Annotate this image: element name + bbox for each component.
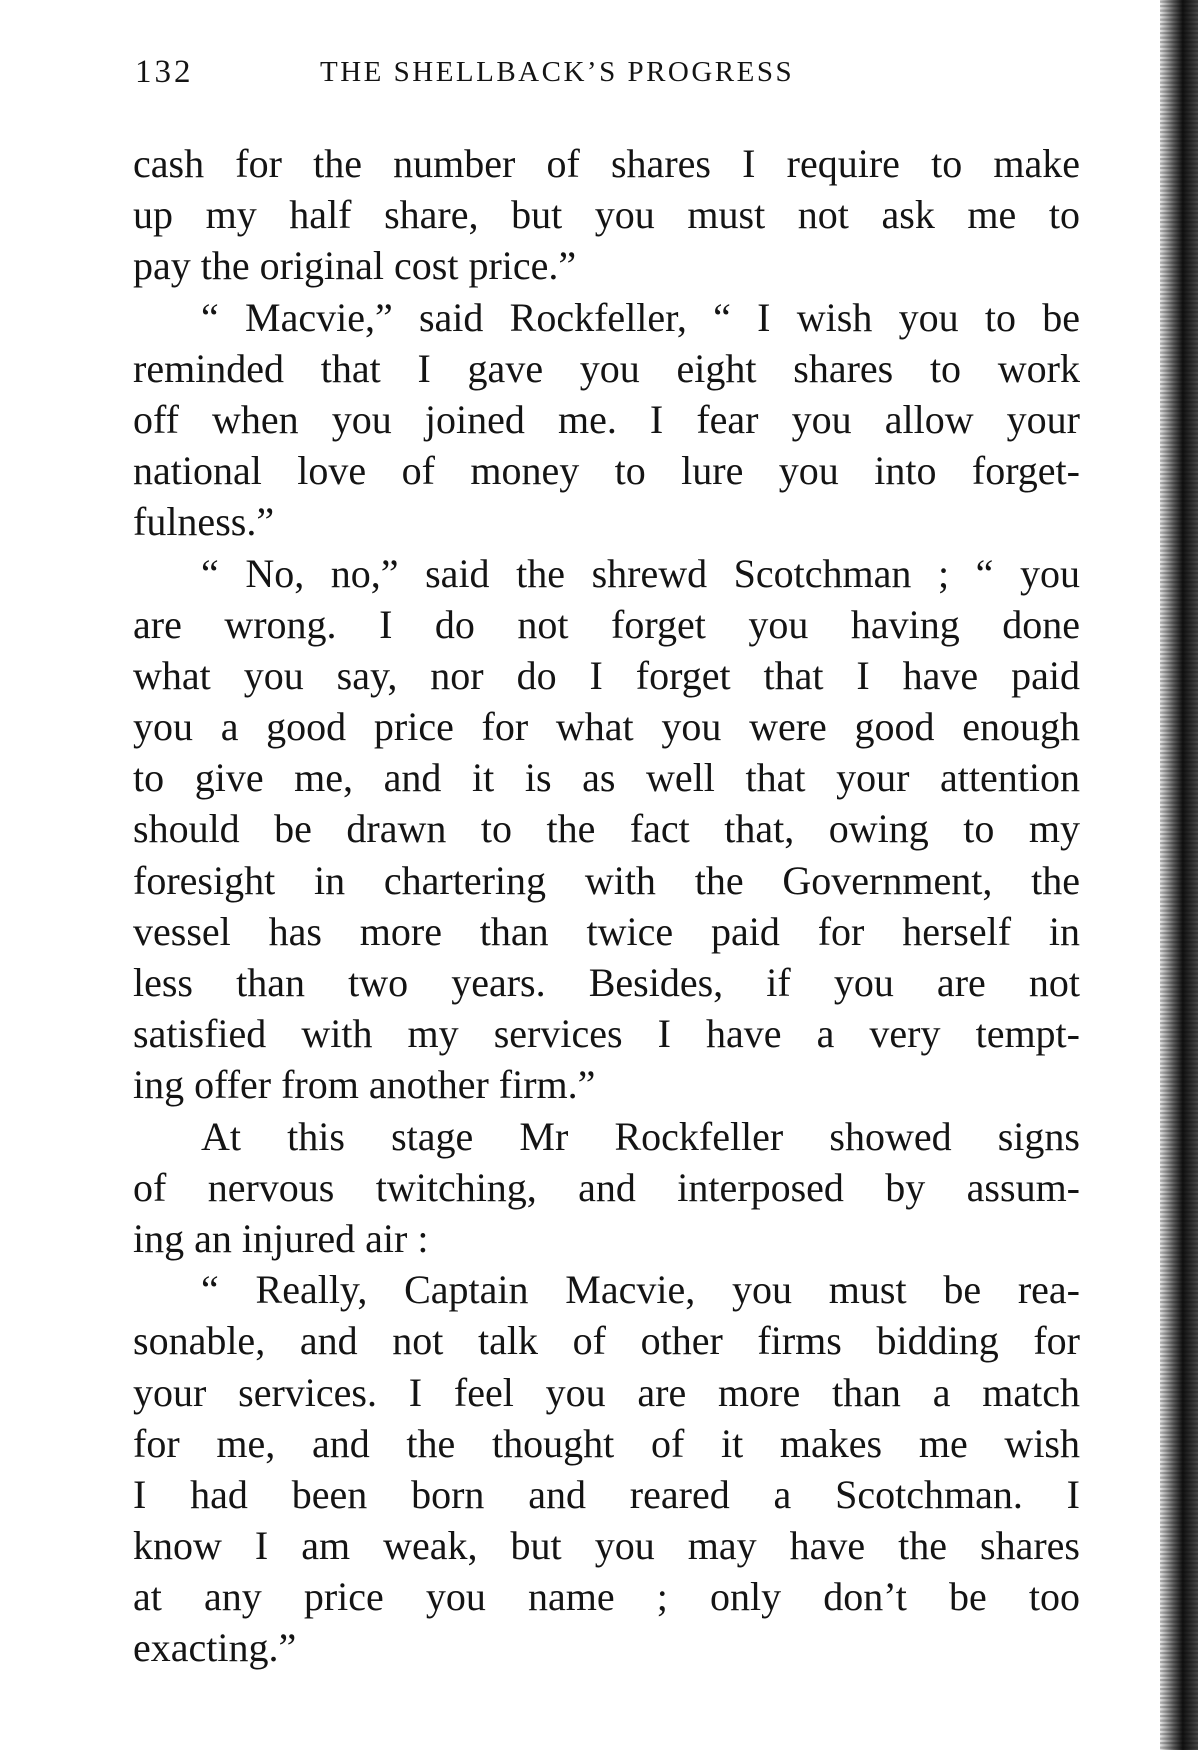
- running-title: THE SHELLBACK’S PROGRESS: [320, 56, 795, 88]
- text-line: satisfied with my services I have a very tempt-: [133, 1011, 1080, 1057]
- text-line: should be drawn to the fact that, owing to my: [133, 806, 1080, 852]
- text-line: national love of money to lure you into forget-: [133, 448, 1080, 494]
- text-line: your services. I feel you are more than a match: [133, 1369, 1080, 1415]
- text-line: at any price you name ; only don’t be too: [133, 1574, 1080, 1620]
- page-edge-shadow: [1160, 0, 1198, 1750]
- text-line: reminded that I gave you eight shares to work: [133, 345, 1080, 391]
- text-line: ing offer from another firm.”: [133, 1062, 596, 1108]
- text-line: “ Really, Captain Macvie, you must be rea-: [201, 1267, 1080, 1313]
- text-line: to give me, and it is as well that your attention: [133, 755, 1080, 801]
- page-number: 132: [135, 54, 194, 90]
- text-line: foresight in chartering with the Government, the: [133, 857, 1080, 903]
- text-line: I had been born and reared a Scotchman. I: [133, 1471, 1080, 1517]
- text-line: off when you joined me. I fear you allow your: [133, 396, 1080, 442]
- text-line: are wrong. I do not forget you having done: [133, 601, 1080, 647]
- text-line: cash for the number of shares I require to make: [133, 141, 1080, 186]
- text-line: At this stage Mr Rockfeller showed signs: [201, 1113, 1080, 1159]
- text-line: know I am weak, but you may have the shares: [133, 1523, 1080, 1569]
- text-line: “ Macvie,” said Rockfeller, “ I wish you to be: [201, 294, 1080, 340]
- text-line: sonable, and not talk of other firms bidding for: [133, 1318, 1080, 1364]
- text-line: “ No, no,” said the shrewd Scotchman ; “ you: [201, 550, 1080, 596]
- text-line: what you say, nor do I forget that I have paid: [133, 652, 1080, 698]
- body-text: [133, 138, 1080, 1674]
- running-head: [135, 54, 1080, 104]
- text-line: ing an injured air :: [133, 1215, 429, 1261]
- text-line: pay the original cost price.”: [133, 243, 577, 289]
- text-line: less than two years. Besides, if you are not: [133, 960, 1080, 1005]
- text-line: fulness.”: [133, 499, 275, 545]
- text-line: vessel has more than twice paid for herself in: [133, 908, 1080, 954]
- text-line: of nervous twitching, and interposed by assum-: [133, 1164, 1080, 1210]
- text-line: for me, and the thought of it makes me wish: [133, 1420, 1080, 1466]
- text-line: up my half share, but you must not ask me to: [133, 192, 1080, 238]
- text-line: you a good price for what you were good enough: [133, 704, 1080, 750]
- text-line: exacting.”: [133, 1625, 297, 1671]
